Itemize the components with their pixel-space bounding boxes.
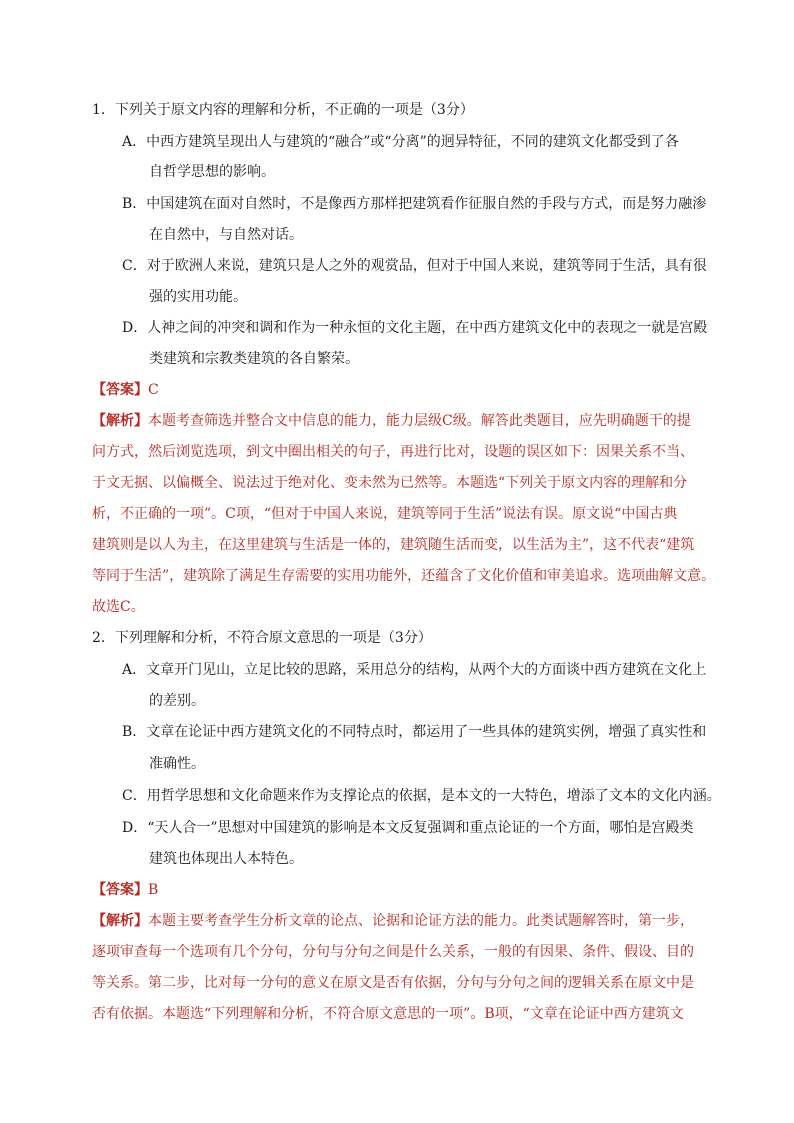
q1-analysis-label: 【解析】 (92, 413, 148, 429)
q2-option-c-line1: C．用哲学思想和文化命题来作为支撑论点的依据，是本文的一大特色，增添了文本的文化内涵。 (122, 788, 721, 804)
q1-analysis-line5: 建筑则是以人为主，在这里建筑与生活是一体的，建筑随生活而变，以生活为主”，这不代表“建筑 (92, 537, 695, 553)
q2-option-a-line1: A．文章开门见山，立足比较的思路，采用总分的结构，从两个大的方面谈中西方建筑在文化上 (122, 662, 707, 678)
q1-analysis-line4: 析，不正确的一项”。C项，“但对于中国人来说，建筑等同于生活”说法有误。原文说“中国古典 (92, 506, 678, 522)
q1-option-c-line1: C．对于欧洲人来说，建筑只是人之外的观赏品，但对于中国人来说，建筑等同于生活，具有很 (122, 258, 707, 274)
q2-option-b-line1: B．文章在论证中西方建筑文化的不同特点时，都运用了一些具体的建筑实例，增强了真实性和 (122, 724, 707, 740)
q1-option-a-line2: 自哲学思想的影响。 (149, 164, 275, 180)
q2-option-b-line2: 准确性。 (149, 756, 205, 772)
q1-analysis-line6: 等同于生活”，建筑除了满足生存需要的实用功能外，还蕴含了文化价值和审美追求。选项曲解文意。 (92, 568, 716, 584)
q2-analysis-label: 【解析】 (92, 913, 148, 929)
q2-stem: 2．下列理解和分析，不符合原文意思的一项是（3分） (92, 630, 432, 646)
q2-option-d-line1: D．“天人合一”思想对中国建筑的影响是本文反复强调和重点论证的一个方面，哪怕是宫殿类 (122, 820, 694, 836)
q1-option-d-line1: D．人神之间的冲突和调和作为一种永恒的文化主题，在中西方建筑文化中的表现之一就是宫殿 (122, 320, 708, 336)
q1-answer-value: C (148, 382, 159, 398)
q1-answer-label: 【答案】 (92, 382, 148, 398)
q2-analysis-text-1: 本题主要考查学生分析文章的论点、论据和论证方法的能力。此类试题解答时，第一步， (148, 913, 694, 929)
q1-analysis-line1 (92, 411, 691, 431)
q2-analysis-line2: 逐项审查每一个选项有几个分句，分句与分句之间是什么关系，一般的有因果、条件、假设、目的 (92, 944, 694, 960)
q1-analysis-line7: 故选C。 (92, 599, 145, 615)
q2-answer-value: B (148, 882, 159, 898)
q1-analysis-line3: 于文无据、以偏概全、说法过于绝对化、变未然为已然等。本题选“下列关于原文内容的理解和分 (92, 475, 688, 491)
q1-stem: 1．下列关于原文内容的理解和分析，不正确的一项是（3分） (92, 102, 474, 118)
q2-analysis-line4: 否有依据。本题选“下列理解和分析，不符合原文意思的一项”。B项，“文章在论证中西方建筑文 (92, 1006, 684, 1022)
q1-analysis-line2: 问方式，然后浏览选项，到文中圈出相关的句子，再进行比对，设题的误区如下：因果关系不当、 (92, 444, 694, 460)
q1-analysis-text-1: 本题考查筛选并整合文中信息的能力，能力层级C级。解答此类题目，应先明确题干的提 (148, 413, 691, 429)
q2-analysis-line1 (92, 911, 694, 931)
q2-option-a-line2: 的差别。 (149, 693, 205, 709)
q2-answer (92, 880, 158, 900)
q1-option-a-line1: A．中西方建筑呈现出人与建筑的“融合”或“分离”的迥异特征，不同的建筑文化都受到了各 (122, 134, 679, 150)
q1-option-c-line2: 强的实用功能。 (149, 289, 247, 305)
q2-analysis-line3: 等关系。第二步，比对每一分句的意义在原文是否有依据，分句与分句之间的逻辑关系在原文中是 (92, 975, 694, 991)
q1-option-b-line2: 在自然中，与自然对话。 (149, 227, 303, 243)
q1-answer (92, 380, 159, 400)
q2-option-d-line2: 建筑也体现出人本特色。 (149, 851, 303, 867)
q1-option-b-line1: B．中国建筑在面对自然时，不是像西方那样把建筑看作征服自然的手段与方式，而是努力融渗 (122, 196, 707, 212)
q1-option-d-line2: 类建筑和宗教类建筑的各自繁荣。 (149, 351, 359, 367)
q2-answer-label: 【答案】 (92, 882, 148, 898)
